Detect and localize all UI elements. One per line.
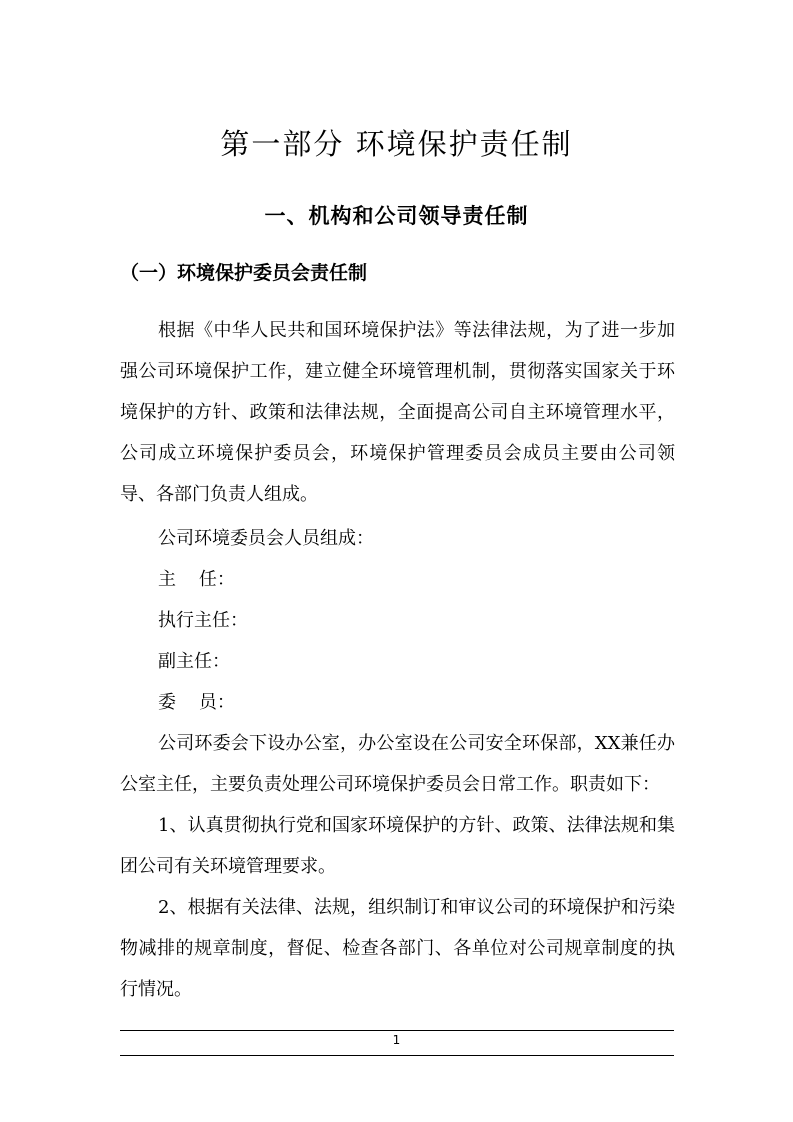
page-number: 1 [392,1033,401,1047]
paragraph-deputy-director: 副主任： [158,651,230,672]
paragraph-director: 主 任： [158,569,235,590]
paragraph-office: 公司环委会下设办公室，办公室设在公司安全环保部，XX兼任办公室主任，主要负责处理公司环境保护委员会日常工作。职责如下： [120,733,675,795]
paragraph-intro: 根据《中华人民共和国环境保护法》等法律法规，为了进一步加强公司环境保护工作，建立健全环境管理机制，贯彻落实国家关于环境保护的方针、政策和法律法规，全面提高公司自主环境管理水平，公司成立环境保护委员会，环境保护管理委员会成员主要由公司领导、各部门负责人组成。 [120,320,675,505]
footer-divider-bottom [120,1055,674,1056]
subsection-title: （一）环境保护委员会责任制 [120,262,368,284]
document-title: 第一部分 环境保护责任制 [220,127,573,161]
paragraph-executive-director: 执行主任： [158,610,248,631]
section-title: 一、机构和公司领导责任制 [264,203,529,228]
paragraph-duty-2: 2、根据有关法律、法规，组织制订和审议公司的环境保护和污染物减排的规章制度，督促、检查各部门、各单位对公司规章制度的执行情况。 [120,897,675,1000]
footer-divider-top [120,1030,674,1031]
paragraph-duty-1: 1、认真贯彻执行党和国家环境保护的方针、政策、法律法规和集团公司有关环境管理要求。 [120,815,675,877]
paragraph-members-heading: 公司环境委员会人员组成： [158,528,374,549]
paragraph-committee-members: 委 员： [158,692,235,713]
